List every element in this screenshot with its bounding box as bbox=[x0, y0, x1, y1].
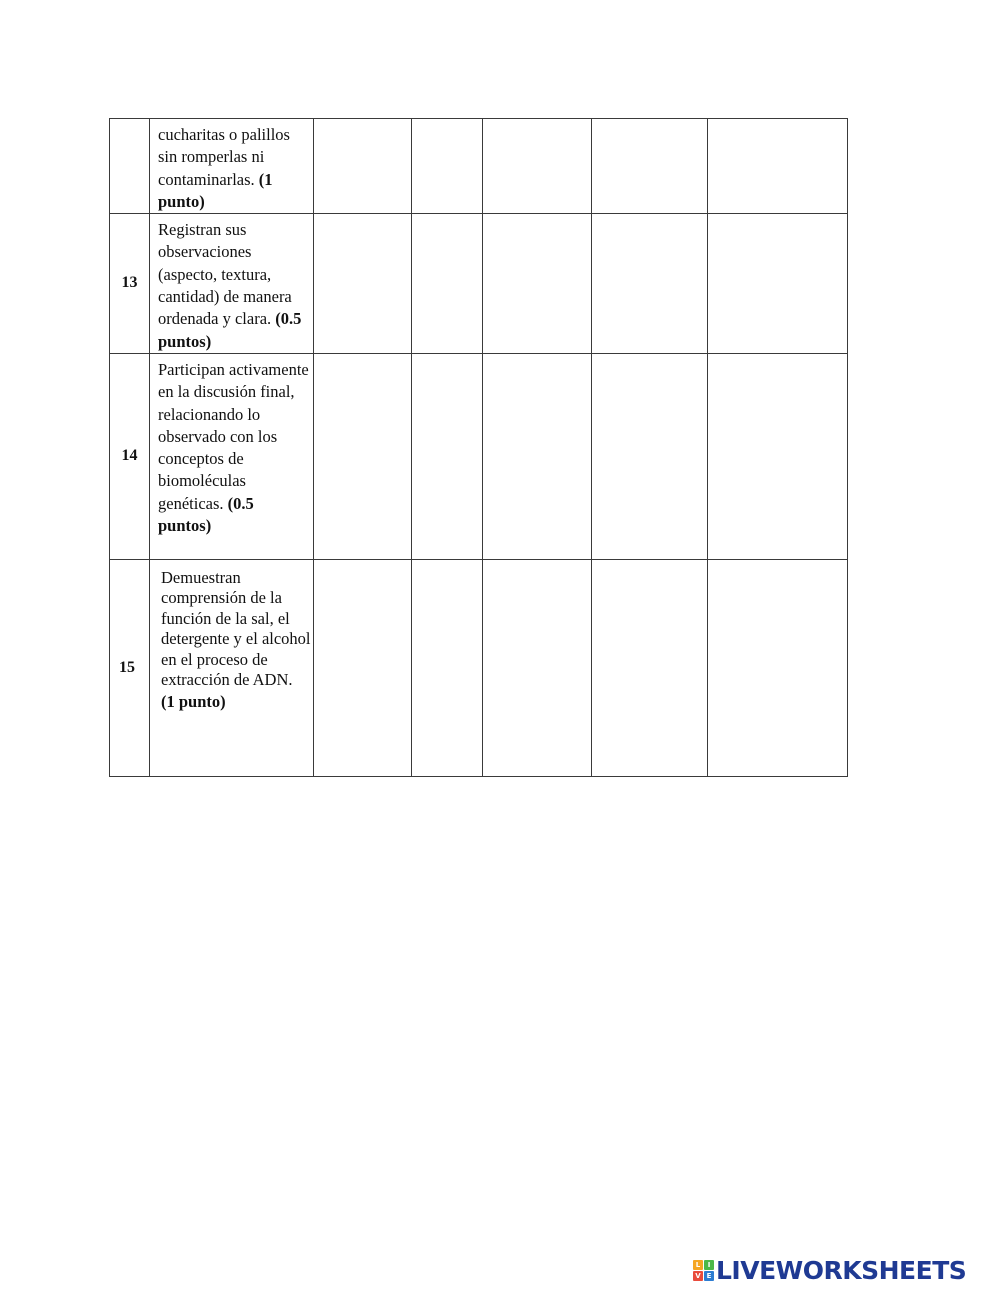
criterion-text: Registran sus observaciones (aspecto, textura, cantidad) de manera ordenada y clara. bbox=[158, 220, 292, 329]
score-cell[interactable] bbox=[592, 214, 708, 354]
criterion-points: (1 punto) bbox=[161, 692, 226, 712]
liveworksheets-logo[interactable] bbox=[693, 1255, 966, 1285]
table-row bbox=[110, 559, 848, 776]
criterion-text: Participan activamente en la discusión final, relacionando lo observado con los conceptos de biomoléculas genéticas. bbox=[158, 359, 309, 513]
logo-tile: E bbox=[704, 1271, 714, 1281]
score-cell[interactable] bbox=[314, 119, 412, 214]
criterion-points: (0.5 puntos) bbox=[158, 493, 254, 536]
score-cell[interactable] bbox=[483, 214, 592, 354]
score-cell[interactable] bbox=[314, 559, 412, 776]
score-cell[interactable] bbox=[483, 119, 592, 214]
score-cell[interactable] bbox=[708, 214, 848, 354]
row-number: 13 bbox=[110, 214, 150, 354]
criterion-description bbox=[150, 353, 314, 559]
logo-tile: V bbox=[693, 1271, 703, 1281]
rubric-table bbox=[109, 118, 848, 777]
score-cell[interactable] bbox=[412, 559, 483, 776]
score-cell[interactable] bbox=[412, 214, 483, 354]
row-number: 15 bbox=[110, 559, 150, 776]
score-cell[interactable] bbox=[314, 214, 412, 354]
row-number: 14 bbox=[110, 353, 150, 559]
criterion-text: Demuestran comprensión de la función de la sal, el detergente y el alcohol en el proceso de extracción de ADN. bbox=[161, 567, 311, 689]
criterion-description bbox=[150, 559, 314, 776]
criterion-text: cucharitas o palillos sin romperlas ni contaminarlas. bbox=[158, 125, 290, 189]
score-cell[interactable] bbox=[483, 559, 592, 776]
score-cell[interactable] bbox=[412, 119, 483, 214]
score-cell[interactable] bbox=[592, 353, 708, 559]
criterion-points: (0.5 puntos) bbox=[158, 309, 302, 351]
criterion-description bbox=[150, 119, 314, 214]
score-cell[interactable] bbox=[592, 119, 708, 214]
table-row bbox=[110, 214, 848, 354]
score-cell[interactable] bbox=[483, 353, 592, 559]
brand-logo-icon bbox=[693, 1260, 714, 1281]
score-cell[interactable] bbox=[708, 119, 848, 214]
row-number bbox=[110, 119, 150, 214]
score-cell[interactable] bbox=[314, 353, 412, 559]
score-cell[interactable] bbox=[592, 559, 708, 776]
criterion-points: (1 punto) bbox=[158, 169, 273, 211]
score-cell[interactable] bbox=[708, 353, 848, 559]
score-cell[interactable] bbox=[708, 559, 848, 776]
logo-tile: L bbox=[693, 1260, 703, 1270]
logo-tile: I bbox=[704, 1260, 714, 1270]
score-cell[interactable] bbox=[412, 353, 483, 559]
table-row bbox=[110, 119, 848, 214]
brand-name: LIVEWORKSHEETS bbox=[716, 1255, 967, 1285]
criterion-description bbox=[150, 214, 314, 354]
table-row bbox=[110, 353, 848, 559]
